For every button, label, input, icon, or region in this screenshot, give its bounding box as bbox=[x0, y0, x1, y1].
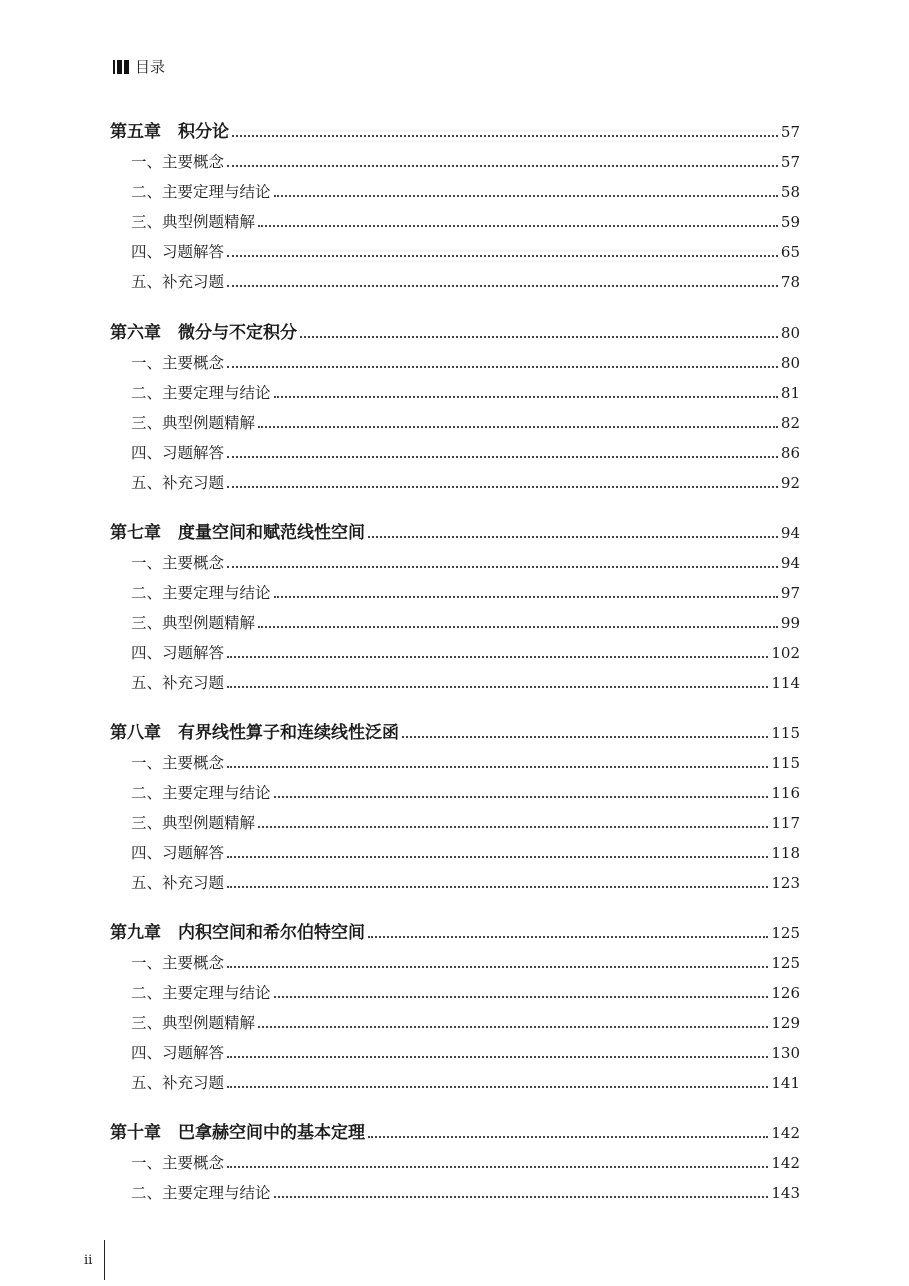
dot-leader bbox=[227, 655, 768, 658]
section-entry[interactable] bbox=[131, 642, 800, 664]
dot-leader bbox=[227, 885, 768, 888]
section-page: 115 bbox=[771, 754, 800, 772]
section-title: 一、主要概念 bbox=[131, 954, 225, 972]
section-entry[interactable] bbox=[131, 271, 800, 293]
section-page: 129 bbox=[771, 1014, 800, 1032]
section-entry[interactable] bbox=[131, 412, 800, 434]
section-title: 一、主要概念 bbox=[131, 1154, 225, 1172]
section-title: 三、典型例题精解 bbox=[131, 414, 256, 432]
section-title: 五、补充习题 bbox=[131, 1074, 225, 1092]
section-title: 二、主要定理与结论 bbox=[131, 183, 271, 201]
section-entry[interactable] bbox=[131, 151, 800, 173]
section-title: 五、补充习题 bbox=[131, 273, 225, 291]
dot-leader bbox=[227, 965, 768, 968]
section-page: 78 bbox=[780, 273, 800, 291]
footer-rule bbox=[104, 1240, 105, 1280]
dot-leader bbox=[258, 825, 768, 828]
section-title: 一、主要概念 bbox=[131, 153, 225, 171]
section-page: 123 bbox=[771, 874, 800, 892]
section-entry[interactable] bbox=[131, 472, 800, 494]
section-entry[interactable] bbox=[131, 1012, 800, 1034]
dot-leader bbox=[227, 1055, 768, 1058]
section-entry[interactable] bbox=[131, 1042, 800, 1064]
dot-leader bbox=[227, 1165, 768, 1168]
chapter-title: 第十章 巴拿赫空间中的基本定理 bbox=[110, 1123, 365, 1143]
section-entry[interactable] bbox=[131, 1152, 800, 1174]
dot-leader bbox=[258, 1025, 768, 1028]
section-page: 65 bbox=[780, 243, 800, 261]
dot-leader bbox=[227, 485, 778, 488]
chapter-page: 115 bbox=[771, 724, 800, 742]
dot-leader bbox=[227, 455, 778, 458]
dot-leader bbox=[232, 134, 778, 137]
section-title: 三、典型例题精解 bbox=[131, 1014, 256, 1032]
section-page: 126 bbox=[771, 984, 800, 1002]
header-title: 目录 bbox=[135, 58, 166, 76]
section-page: 99 bbox=[780, 614, 800, 632]
section-page: 143 bbox=[771, 1184, 800, 1202]
section-title: 二、主要定理与结论 bbox=[131, 1184, 271, 1202]
section-title: 一、主要概念 bbox=[131, 554, 225, 572]
section-page: 141 bbox=[771, 1074, 800, 1092]
section-entry[interactable] bbox=[131, 612, 800, 634]
section-entry[interactable] bbox=[131, 552, 800, 574]
dot-leader bbox=[227, 254, 778, 257]
section-entry[interactable] bbox=[131, 982, 800, 1004]
dot-leader bbox=[368, 1135, 768, 1138]
chapter-page: 57 bbox=[780, 123, 800, 141]
section-entry[interactable] bbox=[131, 582, 800, 604]
dot-leader bbox=[258, 425, 778, 428]
section-entry[interactable] bbox=[131, 181, 800, 203]
section-entry[interactable] bbox=[131, 872, 800, 894]
dot-leader bbox=[402, 735, 768, 738]
section-page: 118 bbox=[771, 844, 800, 862]
section-entry[interactable] bbox=[131, 952, 800, 974]
section-title: 五、补充习题 bbox=[131, 874, 225, 892]
chapter-entry[interactable] bbox=[110, 922, 800, 944]
chapter-entry[interactable] bbox=[110, 522, 800, 544]
dot-leader bbox=[368, 935, 768, 938]
section-page: 82 bbox=[780, 414, 800, 432]
section-page: 57 bbox=[780, 153, 800, 171]
chapter-page: 94 bbox=[780, 524, 800, 542]
section-page: 92 bbox=[780, 474, 800, 492]
dot-leader bbox=[274, 595, 778, 598]
section-page: 58 bbox=[780, 183, 800, 201]
running-header bbox=[113, 56, 165, 77]
section-title: 一、主要概念 bbox=[131, 754, 225, 772]
chapter-page: 125 bbox=[771, 924, 800, 942]
section-entry[interactable] bbox=[131, 782, 800, 804]
section-entry[interactable] bbox=[131, 442, 800, 464]
section-page: 81 bbox=[780, 384, 800, 402]
section-title: 二、主要定理与结论 bbox=[131, 384, 271, 402]
dot-leader bbox=[227, 855, 768, 858]
section-title: 三、典型例题精解 bbox=[131, 814, 256, 832]
section-page: 94 bbox=[780, 554, 800, 572]
dot-leader bbox=[227, 1085, 768, 1088]
chapter-entry[interactable] bbox=[110, 322, 800, 344]
dot-leader bbox=[274, 795, 769, 798]
section-title: 一、主要概念 bbox=[131, 354, 225, 372]
section-title: 三、典型例题精解 bbox=[131, 614, 256, 632]
chapter-entry[interactable] bbox=[110, 121, 800, 143]
section-page: 80 bbox=[780, 354, 800, 372]
dot-leader bbox=[227, 765, 768, 768]
section-page: 102 bbox=[771, 644, 800, 662]
section-title: 二、主要定理与结论 bbox=[131, 584, 271, 602]
chapter-page: 142 bbox=[771, 1124, 800, 1142]
section-entry[interactable] bbox=[131, 1182, 800, 1204]
section-entry[interactable] bbox=[131, 842, 800, 864]
section-page: 59 bbox=[780, 213, 800, 231]
dot-leader bbox=[274, 995, 769, 998]
dot-leader bbox=[227, 685, 768, 688]
section-title: 四、习题解答 bbox=[131, 243, 225, 261]
dot-leader bbox=[258, 625, 778, 628]
section-entry[interactable] bbox=[131, 382, 800, 404]
section-page: 114 bbox=[771, 674, 800, 692]
section-entry[interactable] bbox=[131, 752, 800, 774]
dot-leader bbox=[274, 395, 778, 398]
chapter-title: 第七章 度量空间和赋范线性空间 bbox=[110, 523, 365, 543]
section-page: 125 bbox=[771, 954, 800, 972]
dot-leader bbox=[227, 164, 778, 167]
chapter-entry[interactable] bbox=[110, 1122, 800, 1144]
dot-leader bbox=[227, 365, 778, 368]
section-entry[interactable] bbox=[131, 812, 800, 834]
section-title: 四、习题解答 bbox=[131, 1044, 225, 1062]
dot-leader bbox=[227, 284, 778, 287]
section-entry[interactable] bbox=[131, 211, 800, 233]
dot-leader bbox=[274, 1195, 769, 1198]
section-page: 97 bbox=[780, 584, 800, 602]
section-title: 二、主要定理与结论 bbox=[131, 984, 271, 1002]
dot-leader bbox=[227, 565, 778, 568]
chapter-page: 80 bbox=[780, 324, 800, 342]
section-entry[interactable] bbox=[131, 1072, 800, 1094]
section-title: 三、典型例题精解 bbox=[131, 213, 256, 231]
section-page: 116 bbox=[771, 784, 800, 802]
dot-leader bbox=[368, 535, 778, 538]
section-page: 142 bbox=[771, 1154, 800, 1172]
section-title: 四、习题解答 bbox=[131, 444, 225, 462]
chapter-title: 第九章 内积空间和希尔伯特空间 bbox=[110, 923, 365, 943]
section-title: 四、习题解答 bbox=[131, 644, 225, 662]
section-page: 117 bbox=[771, 814, 800, 832]
dot-leader bbox=[274, 194, 778, 197]
chapter-entry[interactable] bbox=[110, 722, 800, 744]
section-page: 86 bbox=[780, 444, 800, 462]
chapter-title: 第六章 微分与不定积分 bbox=[110, 323, 297, 343]
page-number: ii bbox=[84, 1253, 93, 1268]
section-title: 五、补充习题 bbox=[131, 674, 225, 692]
section-title: 五、补充习题 bbox=[131, 474, 225, 492]
header-bars-icon bbox=[113, 60, 129, 74]
section-title: 四、习题解答 bbox=[131, 844, 225, 862]
chapter-title: 第五章 积分论 bbox=[110, 122, 229, 142]
section-entry[interactable] bbox=[131, 352, 800, 374]
dot-leader bbox=[300, 335, 778, 338]
section-entry[interactable] bbox=[131, 672, 800, 694]
chapter-title: 第八章 有界线性算子和连续线性泛函 bbox=[110, 723, 399, 743]
section-entry[interactable] bbox=[131, 241, 800, 263]
section-page: 130 bbox=[771, 1044, 800, 1062]
dot-leader bbox=[258, 224, 778, 227]
section-title: 二、主要定理与结论 bbox=[131, 784, 271, 802]
